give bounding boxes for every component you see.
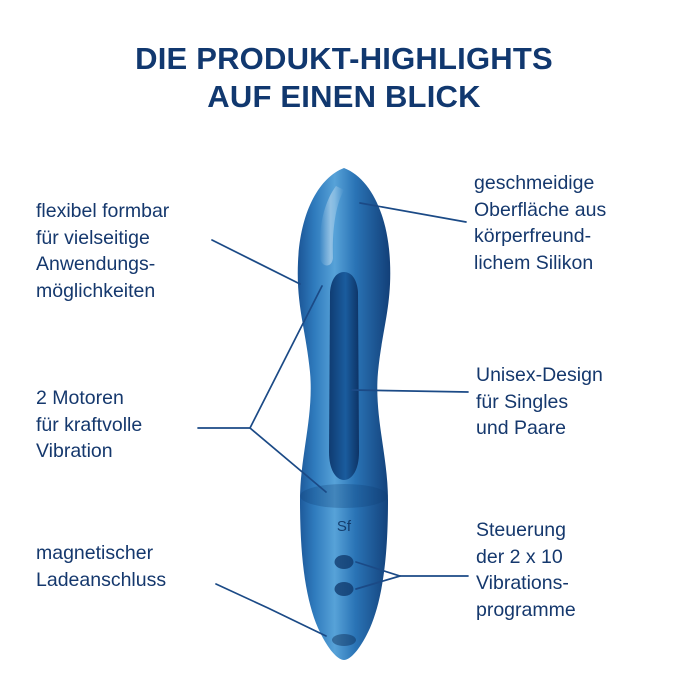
brand-mark: Sf — [336, 518, 352, 535]
callout-control-programmes — [476, 517, 576, 623]
callout-flexible-line-2: für vielseitige — [36, 226, 150, 249]
callout-smooth-line-1: geschmeidige — [474, 172, 595, 194]
product-illustration — [298, 168, 391, 660]
control-button-1[interactable] — [335, 555, 354, 569]
callout-unisex-line-3: und Paare — [476, 417, 566, 439]
callout-smooth-line-2: Oberfläche aus — [474, 198, 607, 221]
page-title-line-2: AUF EINEN BLICK — [207, 79, 481, 114]
magnetic-charge-port — [332, 634, 356, 646]
product-slot — [329, 272, 359, 480]
callout-flexible-line-4: möglichkeiten — [36, 279, 156, 302]
product-neck-shadow — [300, 484, 388, 508]
callout-two-motors — [36, 385, 142, 465]
callout-control-line-4: programme — [476, 598, 576, 621]
callout-control-line-3: Vibrations- — [476, 572, 569, 594]
callout-unisex-line-2: für Singles — [476, 390, 569, 413]
callout-flexible-line-1: flexibel formbar — [36, 200, 170, 222]
callout-motors-line-3: Vibration — [36, 440, 113, 462]
control-button-2[interactable] — [335, 582, 354, 596]
callout-magnetic-charging — [36, 540, 166, 593]
callout-flexible-line-3: Anwendungs- — [36, 253, 156, 275]
callout-smooth-line-3: körperfreund- — [474, 225, 592, 247]
page-title-line-1: DIE PRODUKT-HIGHLIGHTS — [135, 41, 553, 76]
callout-control-line-1: Steuerung — [476, 519, 566, 541]
leader-line-flexible — [212, 240, 300, 284]
callout-smooth-line-4: lichem Silikon — [474, 251, 594, 274]
callout-magnetic-line-1: magnetischer — [36, 542, 154, 564]
callout-unisex-design — [476, 362, 603, 442]
callout-smooth-surface — [474, 170, 606, 276]
callout-motors-line-1: 2 Motoren — [36, 387, 124, 409]
callout-motors-line-2: für kraftvolle — [36, 413, 143, 436]
callout-magnetic-line-2: Ladeanschluss — [36, 568, 167, 591]
callout-unisex-line-1: Unisex-Design — [476, 364, 603, 386]
callout-control-line-2: der 2 x 10 — [476, 545, 563, 568]
callout-flexible-shape — [36, 198, 169, 304]
